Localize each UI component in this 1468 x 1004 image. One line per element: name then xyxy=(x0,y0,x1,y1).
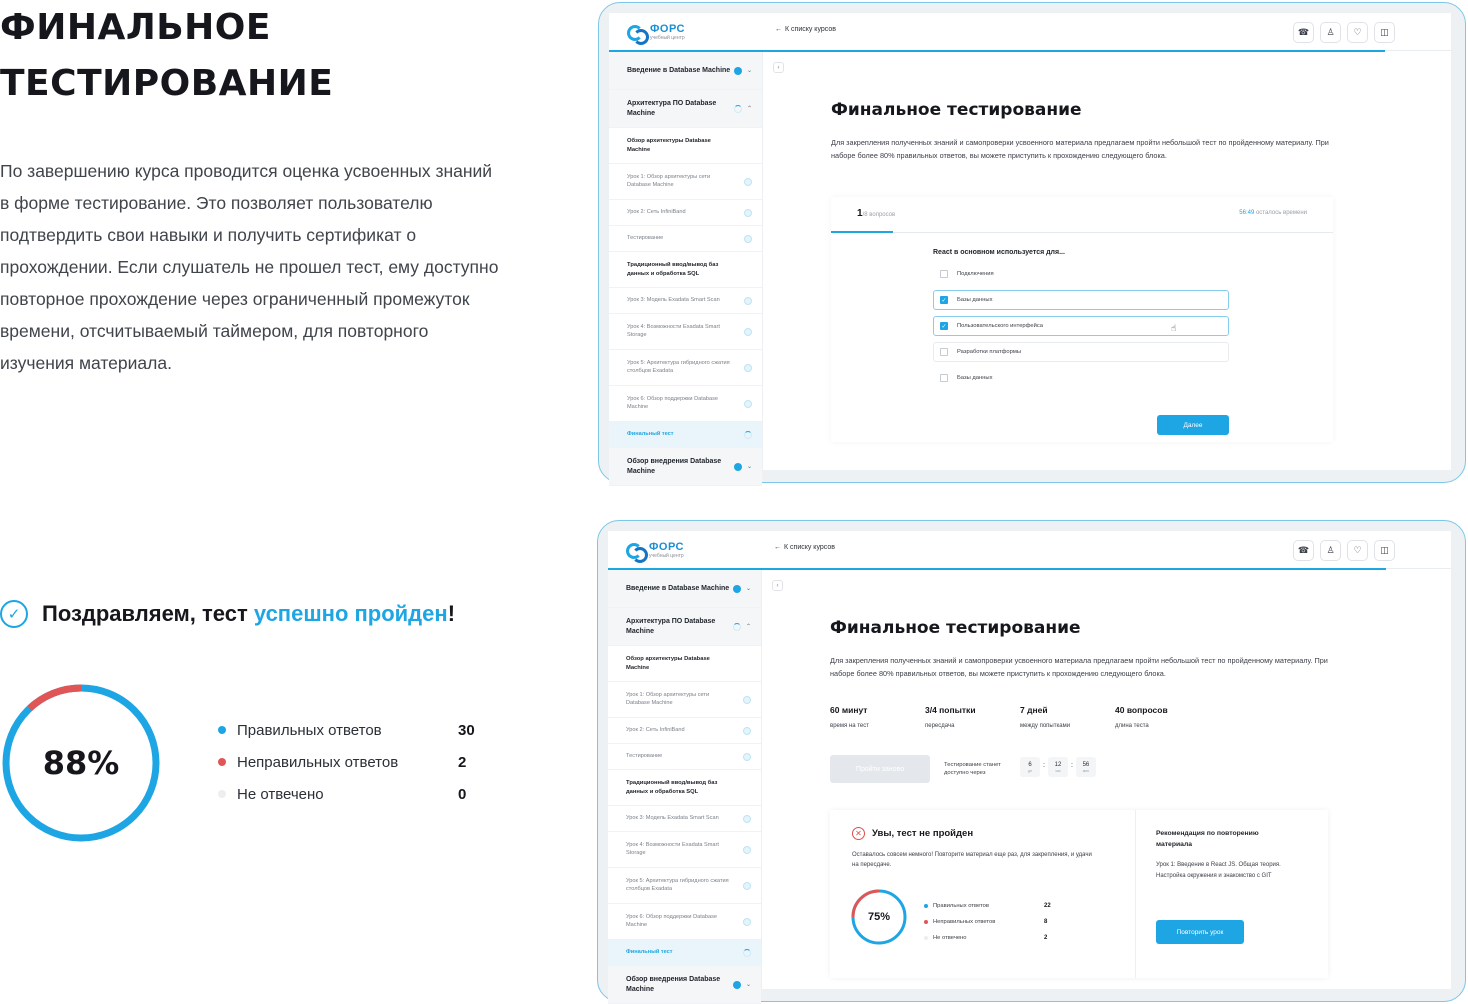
timer-unit: мин xyxy=(1082,768,1090,773)
status-check-icon xyxy=(744,297,752,305)
sidebar-item[interactable] xyxy=(608,940,761,966)
legend-value: 22 xyxy=(1044,903,1051,909)
checkbox-checked[interactable]: ✓ xyxy=(941,297,947,304)
sidebar-item[interactable] xyxy=(608,608,761,646)
sidebar-item[interactable] xyxy=(609,252,762,288)
sidebar-item-label: Урок 2: Сеть InfiniBand xyxy=(627,208,686,215)
sidebar-item[interactable] xyxy=(608,682,761,718)
hero-title-line-2: ТЕСТИРОВАНИЕ xyxy=(0,63,334,104)
arrow-left-icon: ← xyxy=(775,26,782,33)
stat-label: длина теста xyxy=(1115,723,1149,729)
sidebar-item-label: Финальный тест xyxy=(626,948,673,955)
user-icon[interactable]: ♙ xyxy=(1320,540,1341,561)
sidebar-item-label: Урок 3: Модель Exadata Smart Scan xyxy=(626,814,719,821)
answer-label: Подключения xyxy=(957,271,994,277)
answer-label: Разработки платформы xyxy=(957,349,1022,355)
sidebar-item[interactable] xyxy=(609,288,762,314)
page-description: Для закрепления полученных знаний и самопроверки усвоенного материала предлагаем пройти небольшой тест по пройденному материалу. При наборе более 80% правильных ответов, вы можете приступить к прохождению следующего блока. xyxy=(831,138,1329,160)
hero-title xyxy=(0,0,333,112)
sidebar-item-label: Архитектура ПО Database Machine xyxy=(627,99,717,117)
legend-label: Правильных ответов xyxy=(237,721,382,739)
question-progress-underline xyxy=(831,231,893,233)
phone-icon[interactable]: ☎ xyxy=(1293,22,1314,43)
sidebar-item[interactable] xyxy=(608,806,761,832)
back-to-courses-link[interactable] xyxy=(775,26,836,33)
logo-icon xyxy=(625,22,645,42)
timer-minutes xyxy=(1076,757,1096,777)
legend-value: 2 xyxy=(1044,935,1048,941)
chevron-down-icon[interactable]: ⌄ xyxy=(745,981,751,988)
chevron-down-icon[interactable]: ⌄ xyxy=(746,67,752,74)
status-progress-icon xyxy=(734,105,742,113)
fail-result-card xyxy=(830,810,1328,978)
result-legend xyxy=(218,714,488,810)
status-check-icon xyxy=(743,882,751,890)
logo[interactable] xyxy=(625,22,685,42)
app-header xyxy=(608,531,1451,569)
sidebar-item[interactable] xyxy=(609,226,762,252)
status-check-icon xyxy=(744,209,752,217)
sidebar-item[interactable] xyxy=(609,164,762,200)
basket-icon[interactable]: ◫ xyxy=(1374,540,1395,561)
status-done-icon xyxy=(733,585,741,593)
status-progress-icon xyxy=(743,949,751,957)
stat-item xyxy=(925,705,1020,729)
stat-item xyxy=(1115,705,1210,729)
sidebar-item[interactable] xyxy=(608,966,761,1004)
question-total: /8 вопросов xyxy=(862,212,896,218)
sidebar-item-label: Традиционный ввод/вывод баз данных и обработка SQL xyxy=(626,780,718,795)
timer-value: 56 xyxy=(1082,761,1090,768)
sidebar-item-label: Введение в Database Machine xyxy=(626,584,730,592)
status-check-icon xyxy=(743,918,751,926)
hero-title-line-1: ФИНАЛЬНОЕ xyxy=(0,7,271,48)
chevron-left-icon[interactable]: ‹ xyxy=(773,62,784,73)
status-done-icon xyxy=(734,463,742,471)
stat-label: между попытками xyxy=(1020,723,1071,729)
sidebar-item[interactable] xyxy=(609,314,762,350)
page-description: Для закрепления полученных знаний и самопроверки усвоенного материала предлагаем пройти небольшой тест по пройденному материалу. При наборе более 80% правильных ответов, вы можете приступить к прохождению следующего блока. xyxy=(830,656,1328,678)
cooldown-timer: 6 дн : 12 час : 56 мин xyxy=(1020,757,1096,777)
back-to-courses-link[interactable] xyxy=(774,544,835,551)
sidebar-item-label: Урок 6: Обзор поддержки Database Machine xyxy=(626,913,718,928)
success-title-text: Поздравляем, тест xyxy=(42,601,254,626)
legend-dot-correct xyxy=(924,904,928,908)
status-check-icon xyxy=(744,328,752,336)
checkbox[interactable] xyxy=(940,374,948,382)
stat-value: 60 минут xyxy=(830,705,868,715)
sidebar-item[interactable] xyxy=(609,448,762,486)
app-screen xyxy=(608,531,1451,993)
legend-row-correct xyxy=(218,714,488,746)
chevron-up-icon[interactable]: ⌃ xyxy=(745,623,751,630)
hand-cursor-icon: ☝ xyxy=(1171,323,1177,333)
sidebar-item[interactable] xyxy=(608,868,761,904)
timer-value: 12 xyxy=(1054,761,1062,768)
legend-label: Неправильных ответов xyxy=(237,753,399,771)
basket-icon[interactable]: ◫ xyxy=(1374,22,1395,43)
stat-label: время на тест xyxy=(830,723,869,729)
question-current: 1 xyxy=(857,208,863,219)
quiz-header xyxy=(831,197,1333,233)
answer-option[interactable] xyxy=(933,290,1229,310)
logo-name: ФОРС xyxy=(649,540,684,553)
legend-dot-unanswered xyxy=(218,790,226,798)
sidebar-item-label: Финальный тест xyxy=(627,430,674,437)
cooldown-label: Тестирование станет доступно через xyxy=(944,762,1001,776)
legend-value: 0 xyxy=(458,785,467,803)
sidebar-item[interactable] xyxy=(608,832,761,868)
sidebar-item[interactable] xyxy=(608,904,761,940)
user-icon[interactable]: ♙ xyxy=(1320,22,1341,43)
retry-test-button-disabled[interactable]: Пройти заново xyxy=(830,755,930,783)
stat-value: 40 вопросов xyxy=(1115,705,1168,715)
sidebar-item-label: Обзор внедрения Database Machine xyxy=(626,975,721,993)
sidebar-item-label: Урок 1: Обзор архитектуры сети Database Machine xyxy=(627,173,711,188)
main-content xyxy=(763,52,1451,470)
sidebar-item[interactable] xyxy=(609,52,762,90)
sidebar-item[interactable] xyxy=(609,90,762,128)
checkbox-checked[interactable]: ✓ xyxy=(941,323,947,330)
status-progress-icon xyxy=(744,431,752,439)
header-actions xyxy=(1293,540,1395,561)
sidebar-item-label: Обзор внедрения Database Machine xyxy=(627,457,722,475)
fail-text: Оставалось совсем немного! Повторите материал еще раз, для закрепления, и удачи на пересдаче. xyxy=(852,852,1092,868)
logo[interactable] xyxy=(624,540,684,560)
sidebar-item[interactable] xyxy=(608,770,761,806)
logo-subtitle: учебный центр xyxy=(650,34,685,41)
success-title xyxy=(42,601,455,627)
chevron-up-icon[interactable]: ⌃ xyxy=(746,105,752,112)
page-title: Финальное тестирование xyxy=(830,618,1081,638)
sidebar-item[interactable] xyxy=(608,570,761,608)
legend-value: 8 xyxy=(1044,919,1048,925)
status-done-icon xyxy=(734,67,742,75)
logo-subtitle: учебный центр xyxy=(649,552,684,559)
app-screen xyxy=(609,13,1451,475)
stat-item xyxy=(1020,705,1115,729)
sidebar-item-label: Урок 4: Возможности Exadata Smart Storage xyxy=(627,323,720,338)
status-check-icon xyxy=(744,178,752,186)
status-check-icon xyxy=(744,235,752,243)
status-check-icon xyxy=(744,364,752,372)
status-check-icon xyxy=(743,696,751,704)
course-sidebar xyxy=(609,52,763,475)
sidebar-item-label: Традиционный ввод/вывод баз данных и обработка SQL xyxy=(627,262,719,277)
sidebar-item[interactable] xyxy=(609,128,762,164)
logo-icon xyxy=(624,540,644,560)
legend-dot-incorrect xyxy=(218,758,226,766)
legend-value: 2 xyxy=(458,753,467,771)
sidebar-item-label: Тестирование xyxy=(626,752,663,759)
recommendation-text[interactable]: Урок 1: Введение в React JS. Общая теория. Настройка окружения и знакомство с GIT xyxy=(1156,862,1281,879)
sidebar-item-label: Урок 5: Архитектура гибридного сжатия столбцов Exadata xyxy=(626,877,729,892)
sidebar-item-label: Введение в Database Machine xyxy=(627,66,731,74)
checkbox[interactable] xyxy=(940,270,948,278)
legend-row-correct xyxy=(924,898,1054,914)
sidebar-item[interactable] xyxy=(609,422,762,448)
legend-row-unanswered xyxy=(218,778,488,810)
phone-icon[interactable]: ☎ xyxy=(1293,540,1314,561)
answer-label: Пользовательского интерфейса xyxy=(957,323,1043,329)
question-text: React в основном используется для... xyxy=(933,249,1065,256)
timer-label: осталось времени xyxy=(1254,210,1307,216)
close-circle-icon: ✕ xyxy=(852,827,865,840)
repeat-lesson-button[interactable]: Повторить урок xyxy=(1156,920,1244,944)
sidebar-item[interactable] xyxy=(608,744,761,770)
timer-value: 56:49 xyxy=(1239,210,1255,216)
quiz-card xyxy=(831,197,1333,442)
course-sidebar xyxy=(608,570,762,993)
legend-row-incorrect xyxy=(218,746,488,778)
timer-hours xyxy=(1048,757,1068,777)
legend-dot-correct xyxy=(218,726,226,734)
legend-label: Не отвечено xyxy=(933,935,967,941)
sidebar-item-label: Урок 5: Архитектура гибридного сжатия столбцов Exadata xyxy=(627,359,730,374)
fail-percent: 75% xyxy=(867,911,891,923)
quiz-timer xyxy=(1239,210,1307,216)
next-button[interactable]: Далее xyxy=(1157,415,1229,435)
legend-label: Неправильных ответов xyxy=(933,919,996,925)
recommendation xyxy=(1156,810,1328,978)
sidebar-item[interactable] xyxy=(608,646,761,682)
result-donut-chart xyxy=(0,682,162,844)
hero-description: По завершению курса проводится оценка усвоенных знаний в форме тестирование. Это позволяет пользователю подтвердить свои навыки и получить сертификат о прохождении. Если слушатель не прошел тест, ему доступно повторное прохождение через ограниченный промежуток времени, отсчитываемый таймером, для повторного изучения материала. xyxy=(0,161,499,373)
answer-label: Базы данных xyxy=(957,375,993,381)
timer-days xyxy=(1020,757,1040,777)
sidebar-item[interactable] xyxy=(609,350,762,386)
timer-unit: дн xyxy=(1028,768,1032,773)
sidebar-item-label: Тестирование xyxy=(627,234,664,241)
success-title-highlight: успешно пройден xyxy=(253,601,448,626)
result-percent: 88% xyxy=(42,744,120,782)
chevron-down-icon[interactable]: ⌄ xyxy=(745,585,751,592)
answer-option[interactable] xyxy=(933,368,1229,388)
checkbox[interactable] xyxy=(940,348,948,356)
legend-label: Правильных ответов xyxy=(933,903,989,909)
fail-title: Увы, тест не пройден xyxy=(872,828,974,839)
status-check-icon xyxy=(743,846,751,854)
timer-unit: час xyxy=(1055,768,1061,773)
sidebar-item[interactable] xyxy=(609,200,762,226)
logo-name: ФОРС xyxy=(650,22,685,35)
chevron-left-icon[interactable]: ‹ xyxy=(772,580,783,591)
sidebar-item-label: Обзор архитектуры Database Machine xyxy=(627,138,711,153)
legend-row-unanswered xyxy=(924,930,1054,946)
fail-donut-chart xyxy=(850,888,908,946)
legend-dot-unanswered xyxy=(924,936,928,940)
sidebar-item-label: Урок 2: Сеть InfiniBand xyxy=(626,726,685,733)
sidebar-item[interactable] xyxy=(608,718,761,744)
answer-option[interactable] xyxy=(933,316,1229,336)
page-title: Финальное тестирование xyxy=(831,100,1082,120)
question-counter xyxy=(857,208,895,219)
main-content xyxy=(762,570,1451,989)
fail-summary xyxy=(830,810,1136,978)
timer-value: 6 xyxy=(1028,761,1032,768)
app-header xyxy=(609,13,1451,51)
legend-value: 30 xyxy=(458,721,475,739)
legend-row-incorrect xyxy=(924,914,1054,930)
sidebar-item-label: Урок 6: Обзор поддержки Database Machine xyxy=(627,395,719,410)
arrow-left-icon: ← xyxy=(774,544,781,551)
status-progress-icon xyxy=(733,623,741,631)
legend-dot-incorrect xyxy=(924,920,928,924)
answer-label: Базы данных xyxy=(957,297,993,303)
stat-label: пересдача xyxy=(925,723,955,729)
sidebar-item-label: Урок 3: Модель Exadata Smart Scan xyxy=(627,296,720,303)
sidebar-item-label: Урок 4: Возможности Exadata Smart Storage xyxy=(626,841,719,856)
legend-label: Не отвечено xyxy=(237,785,324,803)
answer-option[interactable] xyxy=(933,264,1229,284)
status-done-icon xyxy=(733,981,741,989)
test-stats xyxy=(830,705,1210,729)
stat-value: 7 дней xyxy=(1020,705,1048,715)
answer-option[interactable] xyxy=(933,342,1229,362)
stat-item xyxy=(830,705,925,729)
status-check-icon xyxy=(743,753,751,761)
heart-icon[interactable]: ♡ xyxy=(1347,540,1368,561)
check-circle-icon: ✓ xyxy=(0,600,28,628)
status-check-icon xyxy=(743,815,751,823)
sidebar-item[interactable] xyxy=(609,386,762,422)
back-link-label: К списку курсов xyxy=(785,26,836,33)
heart-icon[interactable]: ♡ xyxy=(1347,22,1368,43)
back-link-label: К списку курсов xyxy=(784,544,835,551)
device-frame-quiz xyxy=(598,2,1466,483)
fail-legend xyxy=(924,898,1054,946)
success-message xyxy=(0,600,455,628)
chevron-down-icon[interactable]: ⌄ xyxy=(746,463,752,470)
sidebar-item-label: Урок 1: Обзор архитектуры сети Database Machine xyxy=(626,691,710,706)
device-frame-result xyxy=(597,520,1466,1002)
status-check-icon xyxy=(744,400,752,408)
stat-value: 3/4 попытки xyxy=(925,705,976,715)
header-actions xyxy=(1293,22,1395,43)
success-title-end: ! xyxy=(447,601,456,626)
sidebar-item-label: Обзор архитектуры Database Machine xyxy=(626,656,710,671)
recommendation-title: Рекомендация по повторению материала xyxy=(1156,830,1259,848)
sidebar-item-label: Архитектура ПО Database Machine xyxy=(626,617,716,635)
status-check-icon xyxy=(743,727,751,735)
